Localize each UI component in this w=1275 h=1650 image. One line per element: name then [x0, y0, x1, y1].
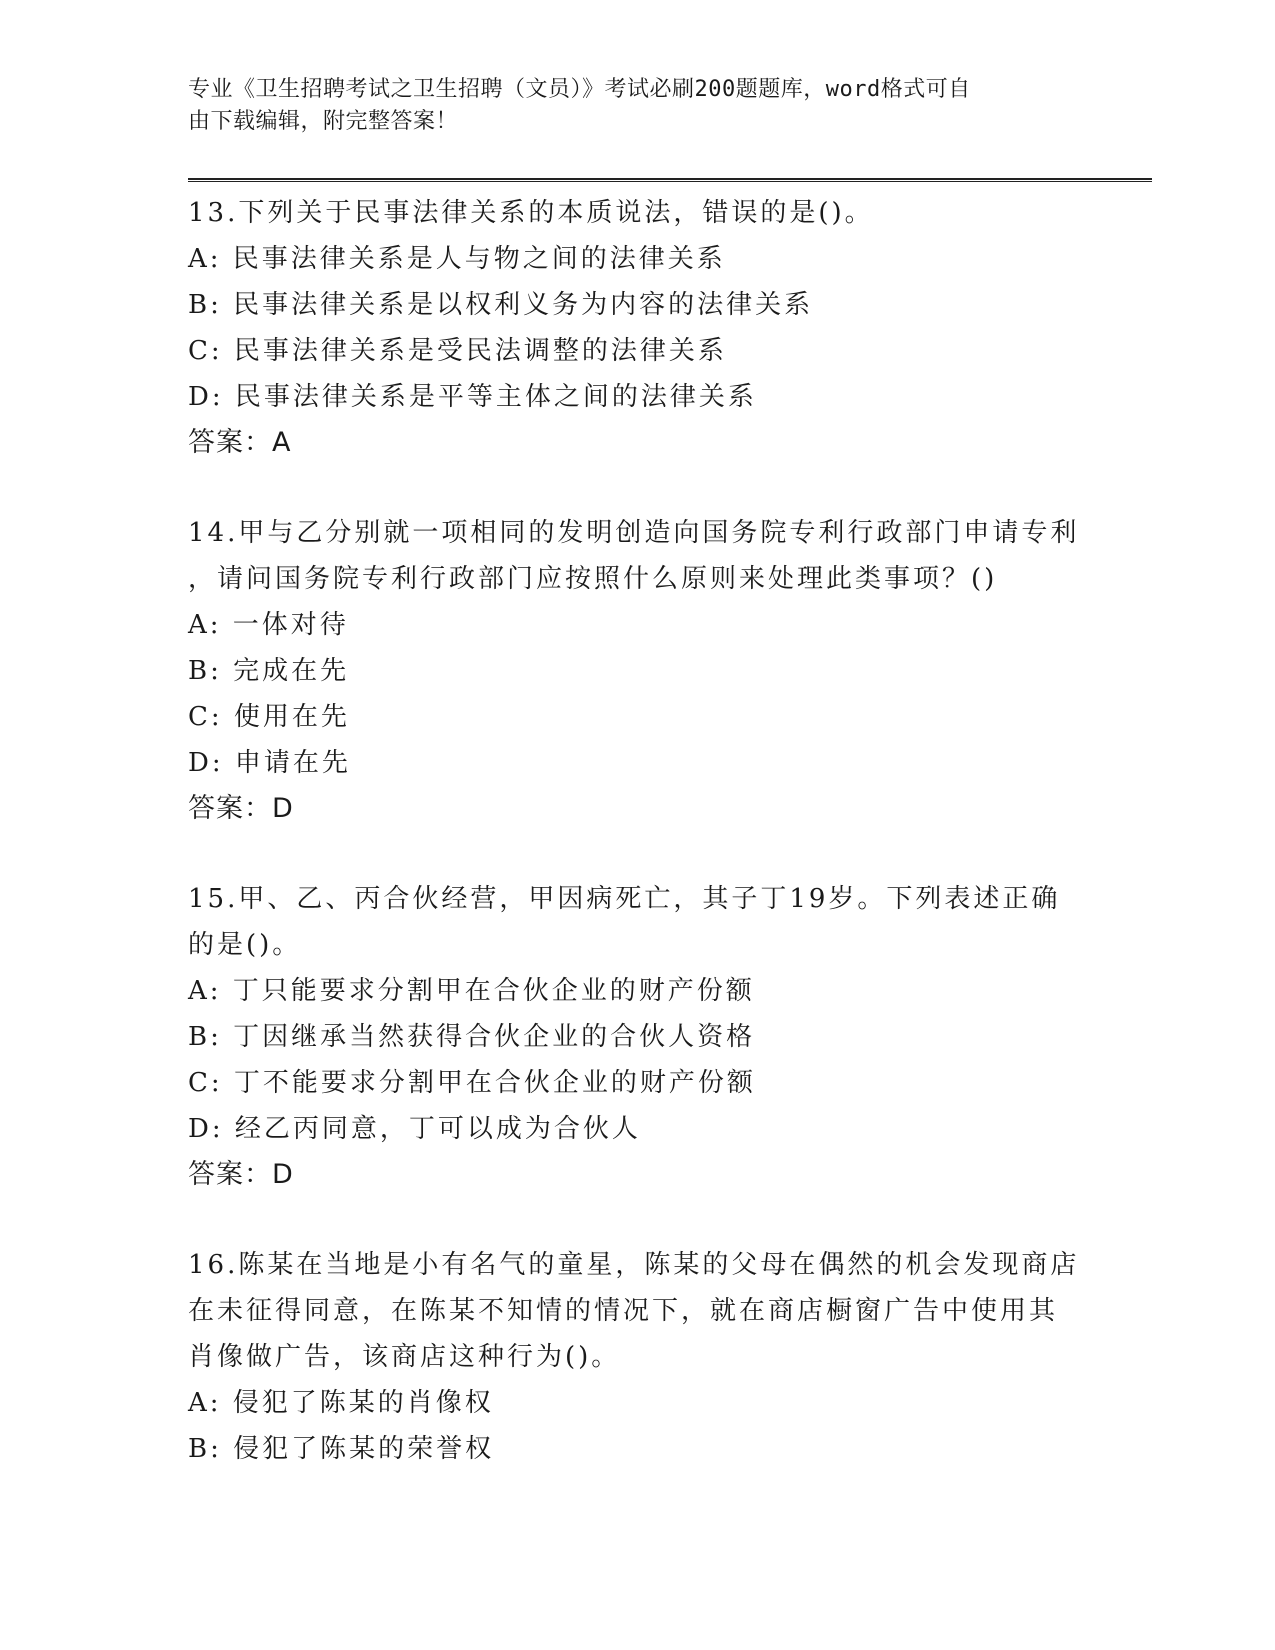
option-c: C: 使用在先	[188, 702, 350, 732]
answer: 答案：D	[188, 793, 294, 824]
question-14	[188, 510, 1088, 832]
option-c: C: 民事法律关系是受民法调整的法律关系	[188, 336, 727, 366]
header-divider	[188, 178, 1152, 182]
option-d: D: 民事法律关系是平等主体之间的法律关系	[188, 382, 757, 412]
option-a: A: 一体对待	[188, 610, 349, 640]
question-16	[188, 1242, 1088, 1472]
question-stem: 15.甲、乙、丙合伙经营，甲因病死亡，其子丁19岁。下列表述正确	[188, 884, 1061, 914]
question-stem: 的是()。	[188, 930, 302, 960]
option-b: B: 丁因继承当然获得合伙企业的合伙人资格	[188, 1022, 756, 1052]
option-b: B: 侵犯了陈某的荣誉权	[188, 1434, 495, 1464]
option-c: C: 丁不能要求分割甲在合伙企业的财产份额	[188, 1068, 756, 1098]
question-stem: 13.下列关于民事法律关系的本质说法，错误的是()。	[188, 198, 874, 228]
question-stem: ，请问国务院专利行政部门应按照什么原则来处理此类事项？()	[188, 564, 998, 594]
option-a: A: 侵犯了陈某的肖像权	[188, 1388, 494, 1418]
question-stem: 16.陈某在当地是小有名气的童星，陈某的父母在偶然的机会发现商店	[188, 1250, 1080, 1280]
question-13	[188, 190, 1088, 466]
option-a: A: 丁只能要求分割甲在合伙企业的财产份额	[188, 976, 755, 1006]
option-d: D: 经乙丙同意，丁可以成为合伙人	[188, 1114, 641, 1144]
document-header	[188, 74, 1068, 138]
option-d: D: 申请在先	[188, 748, 351, 778]
option-b: B: 民事法律关系是以权利义务为内容的法律关系	[188, 290, 814, 320]
question-list	[188, 190, 1088, 1472]
question-stem: 14.甲与乙分别就一项相同的发明创造向国务院专利行政部门申请专利	[188, 518, 1080, 548]
header-title-line-1: 专业《卫生招聘考试之卫生招聘（文员）》考试必刷200题题库，word格式可自	[188, 77, 971, 102]
question-15	[188, 876, 1088, 1198]
answer: 答案：A	[188, 427, 292, 458]
question-stem: 在未征得同意，在陈某不知情的情况下，就在商店橱窗广告中使用其	[188, 1296, 1059, 1326]
option-a: A: 民事法律关系是人与物之间的法律关系	[188, 244, 726, 274]
question-stem: 肖像做广告，该商店这种行为()。	[188, 1342, 621, 1372]
answer: 答案：D	[188, 1159, 294, 1190]
option-b: B: 完成在先	[188, 656, 350, 686]
header-title-line-2: 由下载编辑，附完整答案！	[188, 109, 459, 134]
